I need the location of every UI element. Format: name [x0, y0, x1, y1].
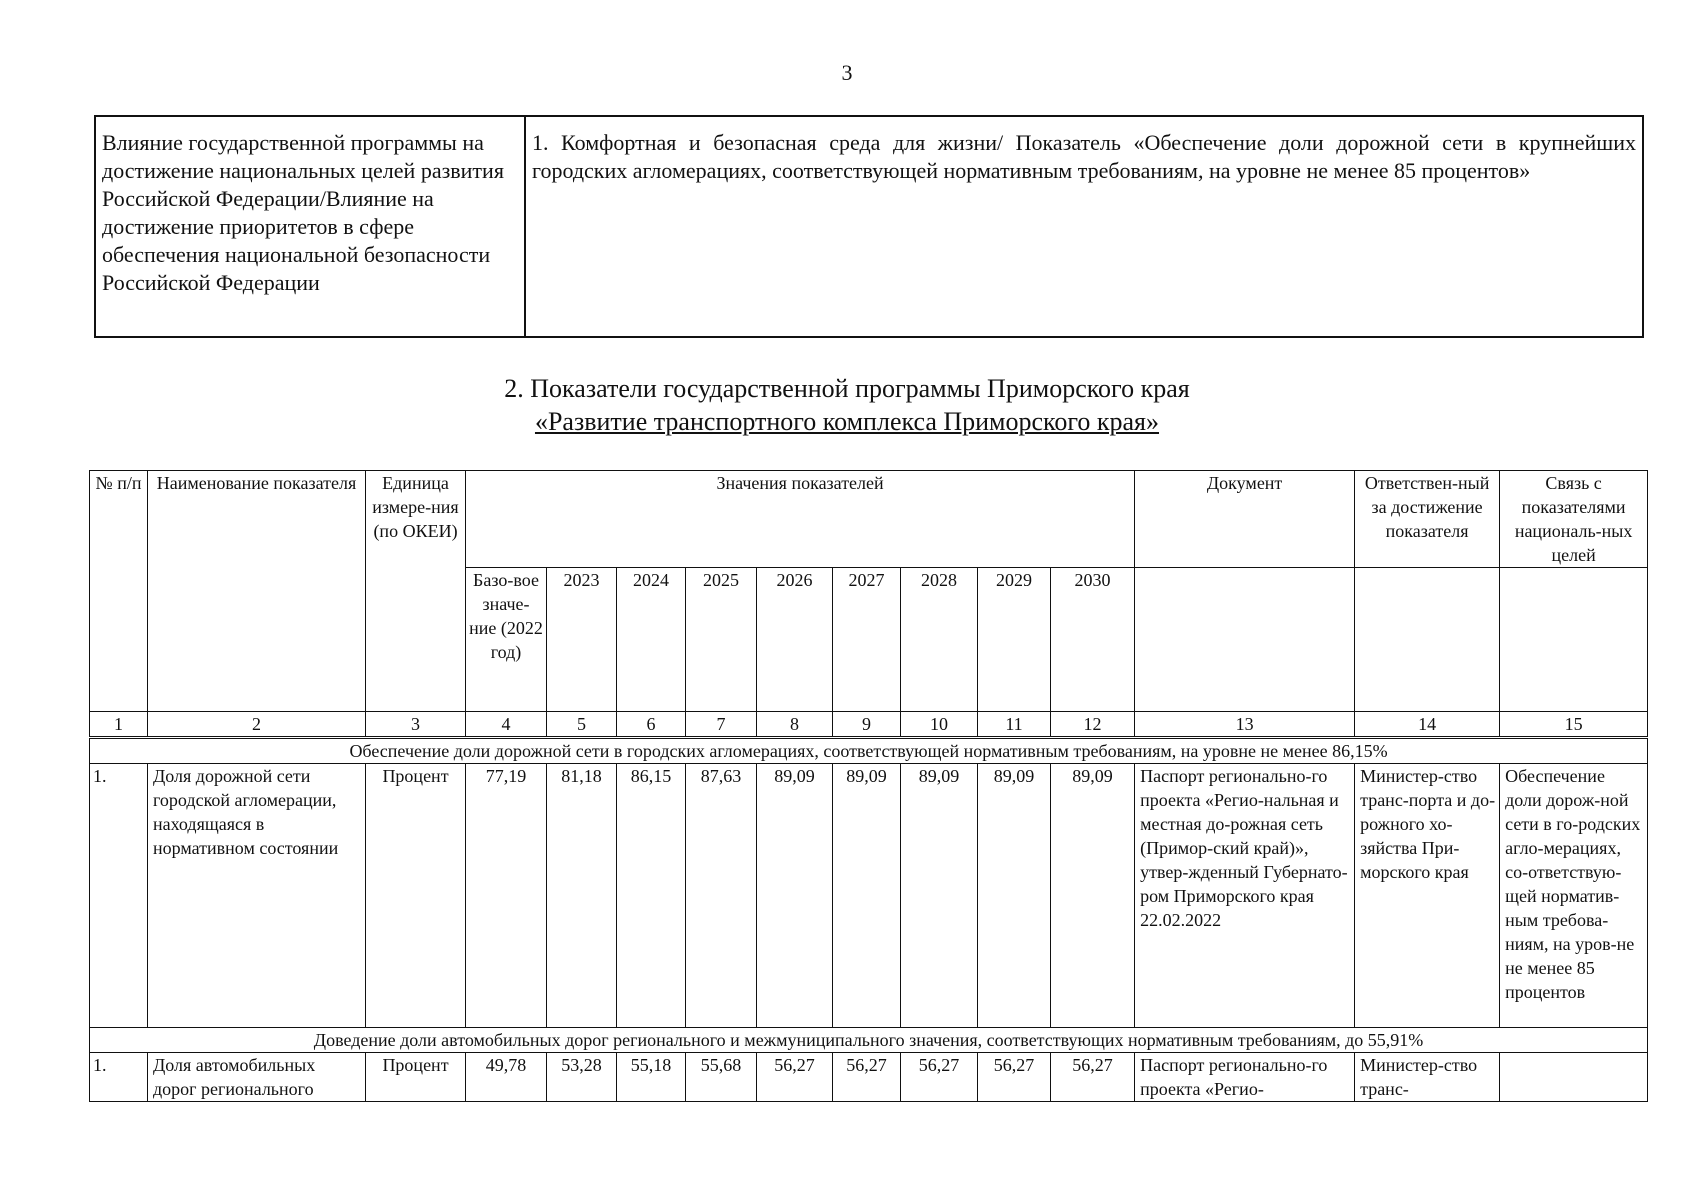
header-unit: Единица измере-ния (по ОКЕИ) — [366, 471, 466, 712]
section-title-line1: 2. Показатели государственной программы Приморского края — [504, 374, 1190, 403]
row1-value-2023: 81,18 — [547, 764, 617, 1028]
row2-value-2030: 56,27 — [1051, 1053, 1135, 1102]
row1-value-2026: 89,09 — [757, 764, 833, 1028]
row1-name: Доля дорожной сети городской агломерации, находящаяся в нормативном состоянии — [148, 764, 366, 1028]
row2-value-base: 49,78 — [466, 1053, 547, 1102]
section-row-2 — [90, 1028, 1648, 1053]
subheader-2028: 2028 — [901, 568, 978, 712]
header-document: Документ — [1135, 471, 1355, 568]
column-number: 13 — [1135, 712, 1355, 738]
section-title — [0, 372, 1694, 438]
subheader-empty-document — [1135, 568, 1355, 712]
column-number: 14 — [1355, 712, 1500, 738]
row1-value-2028: 89,09 — [901, 764, 978, 1028]
row1-responsible: Министер-ство транс-порта и до-рожного хо-зяйства При-морского края — [1355, 764, 1500, 1028]
row2-name: Доля автомобильных дорог регионального — [148, 1053, 366, 1102]
section-row-2-text: Доведение доли автомобильных дорог регионального и межмуниципального значения, соответствующих нормативным требованиям, до 55,91% — [90, 1028, 1648, 1053]
row2-unit: Процент — [366, 1053, 466, 1102]
header-responsible: Ответствен-ный за достижение показателя — [1355, 471, 1500, 568]
row2-num: 1. — [90, 1053, 148, 1102]
impact-label: Влияние государственной программы на достижение национальных целей развития Российской Федерации/Влияние на достижение приоритетов в сфере обеспечения национальной безопасности Российской Федерации — [95, 116, 525, 337]
row1-value-2030: 89,09 — [1051, 764, 1135, 1028]
indicators-table — [89, 470, 1648, 1102]
column-number: 9 — [833, 712, 901, 738]
row2-value-2026: 56,27 — [757, 1053, 833, 1102]
section-row-1 — [90, 738, 1648, 764]
column-number: 5 — [547, 712, 617, 738]
table-row — [90, 1053, 1648, 1102]
subheader-2023: 2023 — [547, 568, 617, 712]
column-number-row — [90, 712, 1648, 738]
header-name: Наименование показателя — [148, 471, 366, 712]
subheader-2029: 2029 — [978, 568, 1051, 712]
column-number: 7 — [686, 712, 757, 738]
row2-value-2028: 56,27 — [901, 1053, 978, 1102]
row1-value-2025: 87,63 — [686, 764, 757, 1028]
row2-value-2024: 55,18 — [617, 1053, 686, 1102]
header-link: Связь с показателями националь-ных целей — [1500, 471, 1648, 568]
row1-unit: Процент — [366, 764, 466, 1028]
column-number: 3 — [366, 712, 466, 738]
row1-num: 1. — [90, 764, 148, 1028]
impact-table — [94, 115, 1644, 338]
subheader-2026: 2026 — [757, 568, 833, 712]
row1-link: Обеспечение доли дорож-ной сети в го-родских агло-мерациях, со-ответствую-щей норматив-ным требова-ниям, на уров-не не менее 85 процентов — [1500, 764, 1648, 1028]
row2-value-2025: 55,68 — [686, 1053, 757, 1102]
section-title-line2: «Развитие транспортного комплекса Приморского края» — [534, 407, 1160, 436]
column-number: 15 — [1500, 712, 1648, 738]
row1-value-2027: 89,09 — [833, 764, 901, 1028]
row1-value-2029: 89,09 — [978, 764, 1051, 1028]
row2-document: Паспорт регионально-го проекта «Регио- — [1135, 1053, 1355, 1102]
row1-value-base: 77,19 — [466, 764, 547, 1028]
header-num: № п/п — [90, 471, 148, 712]
row2-value-2027: 56,27 — [833, 1053, 901, 1102]
subheader-2025: 2025 — [686, 568, 757, 712]
subheader-empty-link — [1500, 568, 1648, 712]
subheader-2030: 2030 — [1051, 568, 1135, 712]
column-number: 11 — [978, 712, 1051, 738]
subheader-2024: 2024 — [617, 568, 686, 712]
column-number: 12 — [1051, 712, 1135, 738]
column-number: 4 — [466, 712, 547, 738]
column-number: 6 — [617, 712, 686, 738]
column-number: 10 — [901, 712, 978, 738]
subheader-2027: 2027 — [833, 568, 901, 712]
page-number: 3 — [841, 60, 853, 85]
column-number: 2 — [148, 712, 366, 738]
impact-text: 1. Комфортная и безопасная среда для жизни/ Показатель «Обеспечение доли дорожной сети в крупнейших городских агломерациях, соответствующей нормативным требованиям, на уровне не менее 85 процентов» — [525, 116, 1643, 337]
column-number: 1 — [90, 712, 148, 738]
header-values: Значения показателей — [466, 471, 1135, 568]
header-row — [90, 471, 1648, 568]
section-row-1-text: Обеспечение доли дорожной сети в городских агломерациях, соответствующей нормативным требованиям, на уровне не менее 86,15% — [90, 738, 1648, 764]
subheader-empty-responsible — [1355, 568, 1500, 712]
table-row — [90, 764, 1648, 1028]
row2-link — [1500, 1053, 1648, 1102]
row2-value-2029: 56,27 — [978, 1053, 1051, 1102]
row2-value-2023: 53,28 — [547, 1053, 617, 1102]
row1-document: Паспорт регионально-го проекта «Регио-нальная и местная до-рожная сеть (Примор-ский край)», утвер-жденный Губернато-ром Приморского края 22.02.2022 — [1135, 764, 1355, 1028]
column-number: 8 — [757, 712, 833, 738]
row2-responsible: Министер-ство транс- — [1355, 1053, 1500, 1102]
subheader-base: Базо-вое значе-ние (2022 год) — [466, 568, 547, 712]
row1-value-2024: 86,15 — [617, 764, 686, 1028]
